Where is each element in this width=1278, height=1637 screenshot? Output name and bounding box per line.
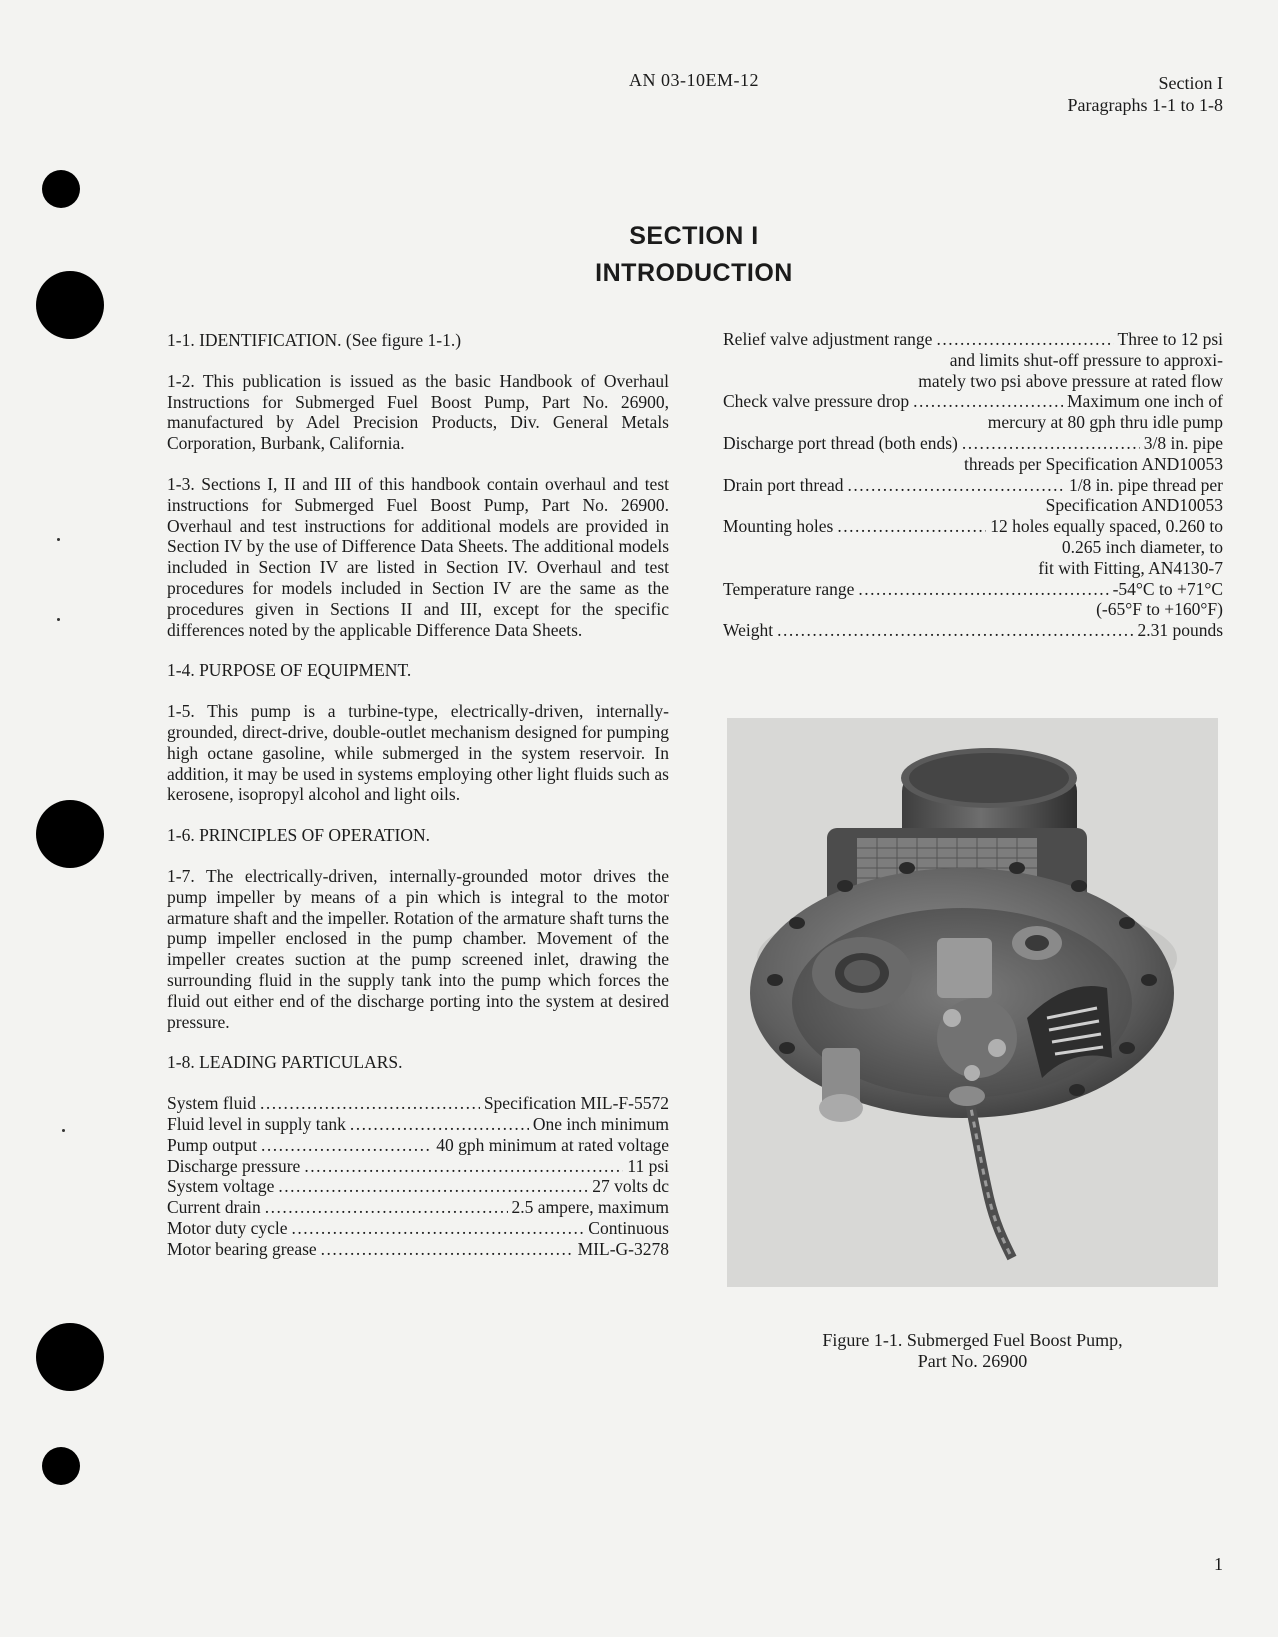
leader-dots xyxy=(261,1135,432,1156)
leader-dots xyxy=(260,1093,480,1114)
leader-dots xyxy=(292,1218,585,1239)
left-column xyxy=(167,330,669,1259)
section-title: SECTION I xyxy=(629,222,759,250)
spec-label: Fluid level in supply tank xyxy=(167,1113,346,1134)
leader-dots xyxy=(913,391,1063,412)
section-reference xyxy=(1068,72,1223,116)
spec-continuation: fit with Fitting, AN4130-7 xyxy=(1038,557,1223,578)
scan-speck xyxy=(57,618,60,621)
paragraph-1-7: 1-7. The electrically-driven, internally-grounded motor drives the pump impeller by means of a pin which is integral to the motor armature shaft and the impeller. Rotation of the armature shaft turns the pump impeller enclosed in the pump chamber. Movement of the impeller creates suction at the pump screened inlet, drawing the surrounding fluid in the supply tank into the pump which forces the fluid out either end of the discharge porting into the system at desired pressure. xyxy=(167,865,669,1032)
binder-hole xyxy=(42,1447,80,1485)
spec-continuation: mercury at 80 gph thru idle pump xyxy=(987,412,1223,433)
spec-row-check-valve xyxy=(723,391,1223,412)
spec-value: 27 volts dc xyxy=(592,1176,669,1197)
caption-line-1: Figure 1-1. Submerged Fuel Boost Pump, xyxy=(822,1330,1123,1350)
paragraph-1-2: 1-2. This publication is issued as the basic Handbook of Overhaul Instructions for Submerged Fuel Boost Pump, Part No. 26900, manufactured by Adel Precision Products, Div. General Metals Corporation, Burbank, California. xyxy=(167,370,669,454)
spec-value: One inch minimum xyxy=(532,1113,669,1134)
section-label: Section I xyxy=(1158,73,1223,93)
leader-dots xyxy=(837,516,986,537)
spec-value: 12 holes equally spaced, 0.260 to xyxy=(990,516,1223,537)
spec-value: 2.5 ampere, maximum xyxy=(511,1197,669,1218)
paragraph-1-5: 1-5. This pump is a turbine-type, electrically-driven, internally-grounded, direct-drive, double-outlet mechanism designed for pumping high octane gasoline, while submerged in the system reservoir. In addition, it may be used in systems employing other light fluids such as kerosene, isopropyl alcohol and light oils. xyxy=(167,701,669,805)
paragraph-1-4: 1-4. PURPOSE OF EQUIPMENT. xyxy=(167,660,412,681)
spec-value: Three to 12 psi xyxy=(1117,329,1223,349)
spec-label: System fluid xyxy=(167,1093,256,1114)
spec-value: 11 psi xyxy=(627,1155,669,1176)
spec-value: Specification MIL-F-5572 xyxy=(483,1093,669,1114)
spec-row-discharge-pressure xyxy=(167,1156,669,1177)
figure-caption xyxy=(727,1330,1218,1372)
spec-value: 3/8 in. pipe xyxy=(1143,432,1223,453)
spec-continuation: mately two psi above pressure at rated flow xyxy=(918,370,1223,391)
spec-value: MIL-G-3278 xyxy=(577,1238,669,1259)
caption-line-2: Part No. 26900 xyxy=(917,1351,1028,1371)
spec-label: Motor bearing grease xyxy=(167,1238,317,1259)
binder-hole xyxy=(42,170,80,208)
spec-value: -54°C to +71°C xyxy=(1112,578,1223,599)
paragraph-range: Paragraphs 1-1 to 1-8 xyxy=(1067,95,1223,115)
bracket-plate xyxy=(937,938,992,998)
paragraph-1-1: 1-1. IDENTIFICATION. (See figure 1-1.) xyxy=(167,330,462,350)
screw xyxy=(988,1039,1006,1057)
right-column-specs xyxy=(723,329,1223,641)
spec-row-current-drain xyxy=(167,1197,669,1218)
paragraph-1-6: 1-6. PRINCIPLES OF OPERATION. xyxy=(167,825,431,846)
spec-row-motor-duty-cycle xyxy=(167,1218,669,1239)
spec-value: 40 gph minimum at rated voltage xyxy=(436,1134,669,1155)
spec-row-system-fluid xyxy=(167,1093,669,1114)
leader-dots xyxy=(350,1114,529,1135)
leader-dots xyxy=(962,433,1140,454)
binder-hole xyxy=(36,1323,104,1391)
spec-value: 1/8 in. pipe thread per xyxy=(1068,474,1223,495)
spec-label: Mounting holes xyxy=(723,516,834,537)
pump-photo xyxy=(727,718,1218,1287)
pump-illustration xyxy=(727,718,1218,1287)
leader-dots xyxy=(777,620,1133,641)
spec-label: Temperature range xyxy=(723,578,855,599)
spec-row-system-voltage xyxy=(167,1176,669,1197)
spec-row-temperature xyxy=(723,579,1223,600)
leader-dots xyxy=(848,475,1065,496)
spec-continuation: threads per Specification AND10053 xyxy=(963,453,1223,474)
drain-port xyxy=(1025,935,1049,951)
lead-grommet xyxy=(949,1086,985,1106)
spec-label: System voltage xyxy=(167,1176,275,1197)
spec-row-mounting-holes xyxy=(723,516,1223,537)
spec-value: Maximum one inch of xyxy=(1066,391,1223,412)
binder-hole xyxy=(36,800,104,868)
paragraph-1-8: 1-8. LEADING PARTICULARS. xyxy=(167,1052,403,1073)
spec-row-discharge-thread xyxy=(723,433,1223,454)
leader-dots xyxy=(936,329,1113,350)
spec-row-bearing-grease xyxy=(167,1239,669,1260)
spec-label: Discharge port thread (both ends) xyxy=(723,432,958,453)
spec-label: Relief valve adjustment range xyxy=(723,329,933,349)
document-number: AN 03-10EM-12 xyxy=(629,70,759,90)
spec-label: Discharge pressure xyxy=(167,1155,301,1176)
spec-label: Drain port thread xyxy=(723,474,844,495)
paragraph-1-3: 1-3. Sections I, II and III of this handbook contain overhaul and test instructions for Submerged Fuel Boost Pump, Part No. 26900. Overhaul and test instructions for additional models are provided in Section IV by the use of Difference Data Sheets. The additional models included in Section IV are listed in Section IV. Overhaul and test procedures for models included in Section IV are the same as the procedures given in Sections II and III, except for the specific differences noted by the applicable Difference Data Sheets. xyxy=(167,473,669,640)
spec-value: 2.31 pounds xyxy=(1137,620,1223,641)
screw xyxy=(964,1065,980,1081)
leader-dots xyxy=(265,1197,508,1218)
spec-continuation: (-65°F to +160°F) xyxy=(1096,599,1223,620)
spec-row-fluid-level xyxy=(167,1114,669,1135)
leader-dots xyxy=(321,1239,574,1260)
section-subtitle: INTRODUCTION xyxy=(595,259,793,287)
leader-dots xyxy=(858,579,1108,600)
port-thread xyxy=(844,960,880,986)
spec-label: Check valve pressure drop xyxy=(723,391,910,412)
spec-label: Motor duty cycle xyxy=(167,1217,288,1238)
spec-continuation: 0.265 inch diameter, to xyxy=(1061,536,1223,557)
spec-continuation: Specification AND10053 xyxy=(1045,495,1223,516)
scan-speck xyxy=(62,1129,65,1132)
spec-row-weight xyxy=(723,620,1223,641)
spec-label: Weight xyxy=(723,620,774,641)
page-number: 1 xyxy=(1214,1554,1223,1574)
relief-valve-cap xyxy=(819,1094,863,1122)
spec-label: Current drain xyxy=(167,1197,261,1218)
screw xyxy=(943,1009,961,1027)
spec-continuation: and limits shut-off pressure to approxi- xyxy=(949,349,1223,370)
motor-top-inner xyxy=(909,753,1069,803)
leader-dots xyxy=(304,1156,623,1177)
spec-row-pump-output xyxy=(167,1135,669,1156)
spec-label: Pump output xyxy=(167,1134,257,1155)
spec-row-relief-valve xyxy=(723,329,1223,350)
spec-value: Continuous xyxy=(588,1217,669,1238)
spec-row-drain-thread xyxy=(723,475,1223,496)
scan-speck xyxy=(57,538,60,541)
leading-particulars-list xyxy=(167,1093,669,1259)
leader-dots xyxy=(278,1176,588,1197)
